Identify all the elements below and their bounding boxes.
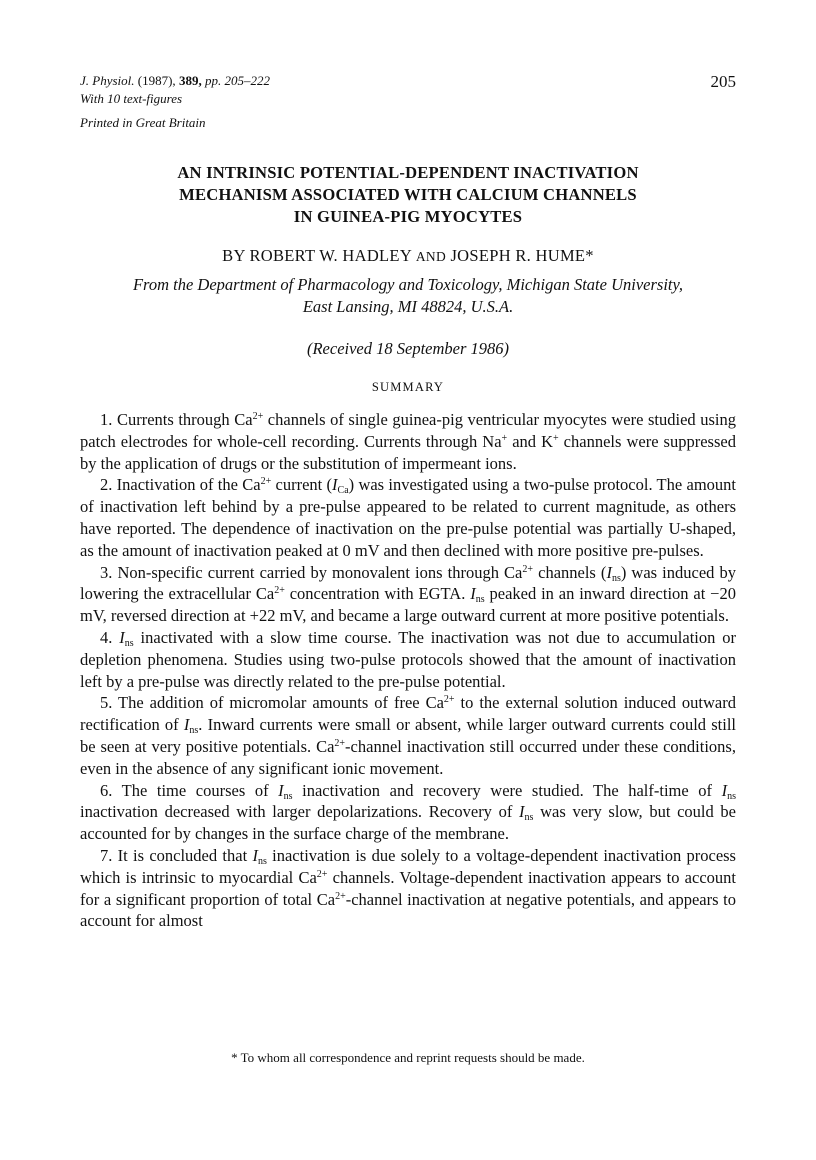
- superscript: 2+: [252, 411, 264, 422]
- text-run: ) was investigated using a two-pulse protocol. The amount of inactivation left behind by a pre-pulse appeared to be related to current magnitude, as others have reported. The dependence of inactivation on the pre-pulse potential was partially U-shaped, as the amount of inactivation peaked at 0 mV and then declined with more positive pre-pulses.: [80, 475, 736, 560]
- subscript: ns: [283, 790, 293, 802]
- journal-name: J. Physiol.: [80, 73, 135, 88]
- author-1: BY ROBERT W. HADLEY: [222, 246, 412, 265]
- text-run: -channel inactivation still occurred under these conditions, even in the absence of any significant ionic movement.: [80, 736, 736, 778]
- text-run: . Inward currents were small or absent, while larger outward currents could still be seen at very positive potentials. Ca: [80, 715, 736, 756]
- summary-paragraph-1: [80, 409, 736, 474]
- subscript: ns: [524, 812, 534, 824]
- summary-paragraph-5: [80, 692, 736, 779]
- subscript: ns: [124, 637, 134, 649]
- author-affiliation: [80, 274, 736, 318]
- article-title: [80, 162, 736, 228]
- superscript: 2+: [260, 476, 272, 488]
- text-run: 1. Currents through Ca: [100, 410, 253, 429]
- superscript: 2+: [316, 868, 328, 880]
- footnote: * To whom all correspondence and reprint requests should be made.: [231, 1050, 585, 1065]
- superscript: 2+: [443, 694, 455, 706]
- superscript: 2+: [274, 585, 285, 597]
- superscript: 2+: [334, 737, 346, 749]
- received-date: (Received 18 September 1986): [306, 339, 510, 358]
- text-run: inactivated with a slow time course. The inactivation was not due to accumulation or depletion phenomena. Studies using two-pulse protocols showed that the amount of inactivation left by a pre-pulse was directly related to the pre-pulse potential.: [80, 627, 737, 691]
- journal-volume: 389,: [178, 73, 202, 88]
- journal-pages: pp. 205–222: [204, 73, 270, 88]
- text-run: inactivation is due solely to a voltage-dependent inactivation process which is intrinsic to myocardial Ca: [80, 845, 736, 887]
- text-run: 7. It is concluded that: [100, 845, 253, 865]
- text-run: and K: [507, 431, 553, 451]
- subscript: ns: [611, 572, 621, 584]
- text-run: to the external solution induced outward rectification of: [80, 693, 736, 735]
- summary-paragraph-3: [80, 562, 736, 627]
- math-symbol: I: [332, 475, 338, 495]
- subscript: ns: [257, 855, 267, 867]
- superscript: +: [553, 432, 559, 444]
- math-symbol: I: [606, 562, 612, 582]
- figure-count: With 10 text-figures: [80, 91, 183, 106]
- citation-line: [80, 72, 270, 90]
- page-number: 205: [710, 72, 736, 91]
- summary-paragraph-6: [80, 780, 736, 845]
- byline-and: AND: [415, 249, 447, 264]
- text-run: peaked in an inward direction at −20 mV, reversed direction at +22 mV, and became a large outward current at more positive potentials.: [80, 584, 736, 626]
- text-run: channels (: [533, 562, 607, 582]
- text-run: 6. The time courses of: [100, 780, 279, 800]
- subscript: ns: [189, 725, 199, 737]
- text-run: channels. Voltage-dependent inactivation appears to account for a significant proportion of total Ca: [80, 867, 736, 909]
- superscript: 2+: [522, 563, 534, 575]
- author-2: JOSEPH R. HUME*: [450, 246, 594, 265]
- superscript: 2+: [335, 890, 346, 902]
- summary-paragraph-7: [80, 845, 736, 932]
- text-run: channels of single guinea-pig ventricular myocytes were studied using patch electrodes for whole-cell recording. Currents through Na: [80, 410, 736, 451]
- title-line-2: MECHANISM ASSOCIATED WITH CALCIUM CHANNELS: [179, 185, 637, 204]
- title-line-1: AN INTRINSIC POTENTIAL-DEPENDENT INACTIVATION: [177, 163, 639, 182]
- printed-in: Printed in Great Britain: [80, 115, 206, 130]
- summary-body: [80, 409, 736, 932]
- text-run: current (: [271, 475, 333, 495]
- superscript: +: [501, 432, 508, 444]
- summary-paragraph-2: [80, 474, 736, 561]
- subscript: ns: [727, 790, 736, 802]
- text-run: 2. Inactivation of the Ca: [100, 475, 261, 495]
- summary-heading: SUMMARY: [371, 380, 445, 394]
- subscript: ns: [475, 594, 485, 606]
- affiliation-line-2: East Lansing, MI 48824, U.S.A.: [302, 297, 514, 316]
- math-symbol: I: [470, 584, 476, 604]
- math-symbol: I: [519, 802, 525, 822]
- subscript: Ca: [337, 485, 349, 497]
- math-symbol: I: [183, 715, 190, 735]
- text-run: concentration with EGTA.: [284, 584, 471, 604]
- text-run: was very slow, but could be accounted for by changes in the surface charge of the membrane.: [80, 802, 736, 844]
- text-run: -channel inactivation at negative potentials, and appears to account for almost: [80, 889, 736, 931]
- text-run: 3. Non-specific current carried by monovalent ions through Ca: [100, 562, 523, 582]
- author-byline: [80, 246, 736, 266]
- math-symbol: I: [278, 780, 284, 800]
- title-line-3: IN GUINEA-PIG MYOCYTES: [293, 207, 523, 226]
- summary-paragraph-4: [80, 627, 736, 692]
- text-run: ) was induced by lowering the extracellular Ca: [80, 562, 736, 604]
- text-run: 4.: [100, 627, 120, 647]
- text-run: 5. The addition of micromolar amounts of free Ca: [100, 693, 444, 713]
- text-run: inactivation decreased with larger depolarizations. Recovery of: [80, 802, 520, 822]
- math-symbol: I: [721, 780, 728, 800]
- math-symbol: I: [119, 627, 125, 647]
- math-symbol: I: [252, 845, 258, 865]
- journal-citation: [80, 72, 270, 108]
- text-run: inactivation and recovery were studied. The half-time of: [292, 780, 722, 800]
- text-run: channels were suppressed by the application of drugs or the substitution of impermeant ions.: [80, 431, 736, 473]
- journal-year: (1987),: [137, 73, 176, 88]
- affiliation-line-1: From the Department of Pharmacology and Toxicology, Michigan State University,: [132, 275, 684, 294]
